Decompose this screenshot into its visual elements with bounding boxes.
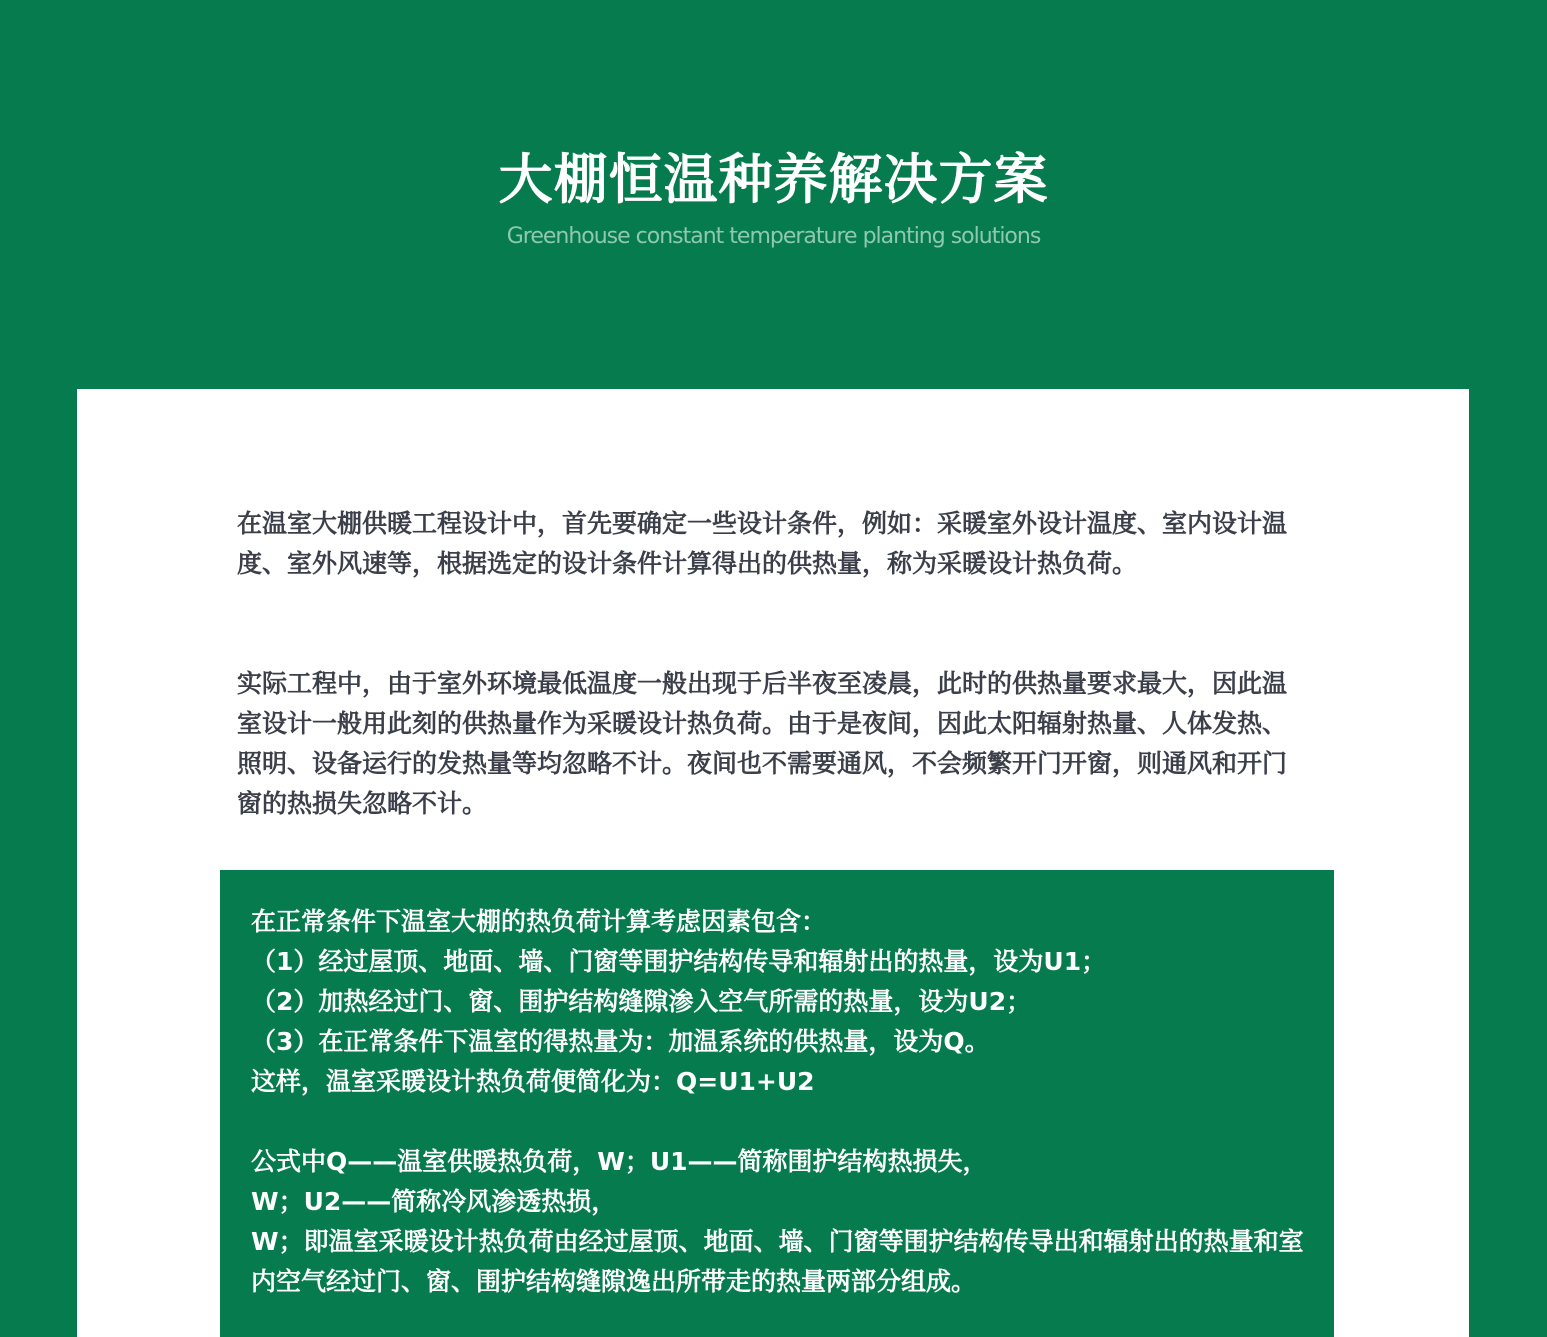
formula-line-u2: （2）加热经过门、窗、围护结构缝隙渗入空气所需的热量，设为U2； xyxy=(251,987,1032,1016)
formula-line-intro: 在正常条件下温室大棚的热负荷计算考虑因素包含： xyxy=(251,907,827,936)
formula-line-q: （3）在正常条件下温室的得热量为：加温系统的供热量，设为Q。 xyxy=(251,1027,990,1056)
formula-spacer xyxy=(251,1102,1311,1142)
page-subtitle: Greenhouse constant temperature planting solutions xyxy=(506,224,1041,249)
formula-text xyxy=(251,902,1311,1302)
formula-box xyxy=(220,870,1334,1337)
formula-explanation-3: W；即温室采暖设计热负荷由经过屋顶、地面、墙、门窗等围护结构传导出和辐射出的热量和室内空气经过门、窗、围护结构缝隙逸出所带走的热量两部分组成。 xyxy=(251,1227,1304,1296)
intro-paragraph-1: 在温室大棚供暖工程设计中，首先要确定一些设计条件，例如：采暖室外设计温度、室内设计温度、室外风速等，根据选定的设计条件计算得出的供热量，称为采暖设计热负荷。 xyxy=(237,509,1288,578)
formula-explanation-1: 公式中Q——温室供暖热负荷，W；U1——简称围护结构热损失， xyxy=(251,1147,988,1176)
page-title: 大棚恒温种养解决方案 xyxy=(498,148,1049,211)
content-card xyxy=(77,389,1469,1337)
formula-explanation-2: W；U2——简称冷风渗透热损， xyxy=(251,1187,617,1216)
intro-paragraph-2: 实际工程中，由于室外环境最低温度一般出现于后半夜至凌晨，此时的供热量要求最大，因此温室设计一般用此刻的供热量作为采暖设计热负荷。由于是夜间，因此太阳辐射热量、人体发热、照明、设备运行的发热量等均忽略不计。夜间也不需要通风，不会频繁开门开窗，则通风和开门窗的热损失忽略不计。 xyxy=(237,669,1288,818)
formula-line-u1: （1）经过屋顶、地面、墙、门窗等围护结构传导和辐射出的热量，设为U1； xyxy=(251,947,1107,976)
formula-line-equation: 这样，温室采暖设计热负荷便简化为：Q=U1+U2 xyxy=(251,1067,815,1096)
